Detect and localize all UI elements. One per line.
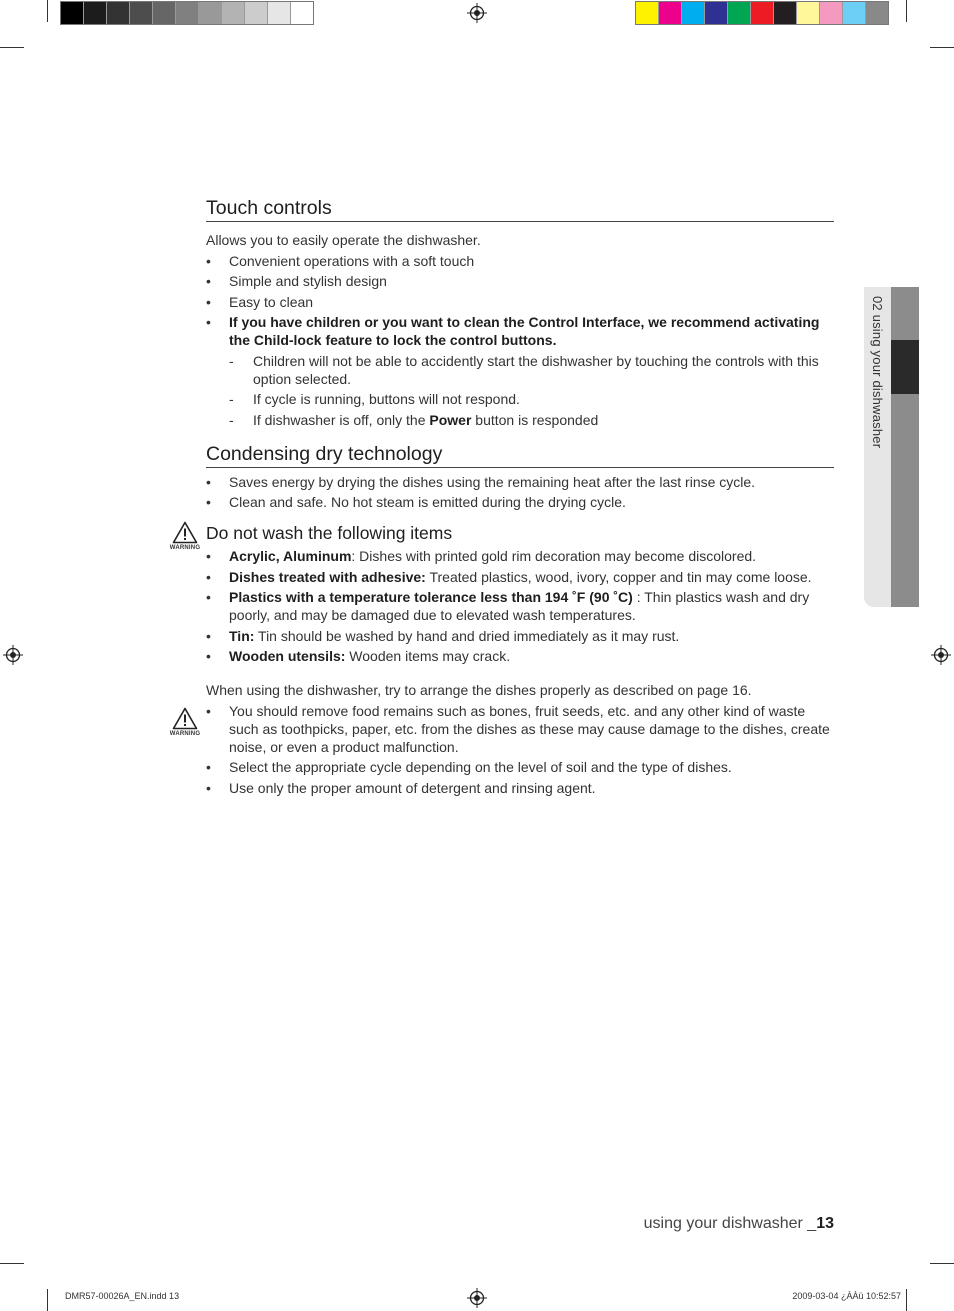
- condensing-bullet-list: [206, 473, 834, 512]
- color-swatch: [84, 2, 107, 24]
- list-item: • Use only the proper amount of detergent and rinsing agent.: [206, 779, 834, 797]
- do-not-wash-title: Do not wash the following items: [206, 523, 453, 543]
- item-name: Wooden utensils:: [229, 648, 346, 664]
- color-swatch: [659, 2, 682, 24]
- registration-mark-icon: [467, 1288, 487, 1308]
- color-swatch: [153, 2, 176, 24]
- item-text: : Dishes with printed gold rim decoration may become discolored.: [351, 548, 757, 564]
- gray-swatch-bar: [60, 1, 314, 25]
- color-swatch: [199, 2, 222, 24]
- list-item: • Convenient operations with a soft touch: [206, 252, 834, 270]
- footer-label: using your dishwasher _: [643, 1215, 817, 1232]
- list-item: • Easy to clean: [206, 293, 834, 311]
- list-item: [206, 588, 834, 624]
- color-swatch: [843, 2, 866, 24]
- touch-dash-list: [229, 352, 834, 429]
- crop-mark: [906, 1289, 907, 1311]
- list-item: [206, 627, 834, 645]
- color-swatch: [130, 2, 153, 24]
- item-name: Tin:: [229, 627, 255, 644]
- list-item: [206, 568, 834, 586]
- touch-intro: Allows you to easily operate the dishwasher.: [206, 232, 481, 248]
- crop-mark: [0, 1263, 24, 1264]
- item-text: Wooden items may crack.: [345, 648, 511, 664]
- arrange-bullet-list: [206, 702, 834, 797]
- page-number: 13: [816, 1215, 834, 1232]
- list-item: • Saves energy by drying the dishes using the remaining heat after the last rinse cycle.: [206, 473, 834, 491]
- item-text: : Thin plastics wash and dry poorly, and may be damaged due to elevated wash temperatures.: [229, 589, 810, 623]
- list-item: - Children will not be able to accidently start the dishwasher by touching the controls with this option selected.: [229, 352, 834, 388]
- section-title-touch-controls: Touch controls: [206, 196, 834, 222]
- list-item: [206, 647, 834, 665]
- item-name: Plastics with a temperature tolerance less than 194 ˚F (90 ˚C): [229, 589, 633, 605]
- list-item: • Select the appropriate cycle depending on the level of soil and the type of dishes.: [206, 758, 834, 776]
- color-swatch: [820, 2, 843, 24]
- do-not-wash-list: [206, 547, 834, 665]
- crop-mark: [0, 47, 24, 48]
- warning-triangle-icon: [172, 707, 198, 730]
- list-item: - If cycle is running, buttons will not respond.: [229, 390, 834, 408]
- page-content: [206, 196, 834, 797]
- touch-bullet-list: [206, 252, 834, 429]
- warning-label: WARNING: [169, 545, 201, 551]
- page-footer: [644, 1215, 834, 1233]
- item-name: Acrylic, Aluminum: [229, 548, 352, 564]
- registration-mark-icon: [467, 3, 487, 23]
- warning-triangle-icon: [172, 521, 198, 544]
- list-item: [229, 411, 834, 429]
- registration-mark-icon: [3, 645, 23, 665]
- chapter-tab-label: 02 using your dishwasher: [870, 296, 885, 449]
- crop-mark: [47, 0, 48, 22]
- color-swatch: [107, 2, 130, 24]
- color-swatch: [291, 2, 313, 24]
- child-lock-recommendation: If you have children or you want to clean the Control Interface, we recommend activating the Child-lock feature to lock the control buttons.: [229, 314, 820, 348]
- list-item: • Clean and safe. No hot steam is emitted during the drying cycle.: [206, 493, 834, 511]
- color-swatch: [682, 2, 705, 24]
- arrange-intro: When using the dishwasher, try to arrange the dishes properly as described on page 16.: [206, 682, 752, 698]
- color-swatch: [751, 2, 774, 24]
- section-title-condensing: Condensing dry technology: [206, 442, 834, 468]
- registration-mark-icon: [931, 645, 951, 665]
- crop-mark: [930, 1263, 954, 1264]
- color-swatch: [176, 2, 199, 24]
- color-swatch: [222, 2, 245, 24]
- color-swatch-bar: [635, 1, 889, 25]
- list-item: [206, 313, 834, 429]
- dash-text: button is responded: [471, 411, 599, 428]
- warning-label: WARNING: [169, 731, 201, 737]
- color-swatch: [728, 2, 751, 24]
- dash-text: If dishwasher is off, only the: [253, 411, 430, 428]
- item-name: Dishes treated with adhesive:: [229, 568, 426, 585]
- warning-badge: [166, 521, 204, 551]
- color-swatch: [61, 2, 84, 24]
- list-item: • Simple and stylish design: [206, 272, 834, 290]
- color-swatch: [797, 2, 820, 24]
- item-text: Treated plastics, wood, ivory, copper and tin may come loose.: [425, 568, 812, 585]
- color-swatch: [636, 2, 659, 24]
- power-label: Power: [429, 411, 472, 428]
- date-slug: 2009-03-04 ¿ÀÀü 10:52:57: [792, 1291, 901, 1301]
- item-text: Tin should be washed by hand and dried immediately as it may rust.: [254, 627, 680, 644]
- warning-badge: [166, 707, 204, 737]
- color-swatch: [245, 2, 268, 24]
- file-slug: DMR57-00026A_EN.indd 13: [65, 1291, 180, 1301]
- crop-mark: [906, 0, 907, 22]
- color-swatch: [268, 2, 291, 24]
- color-swatch: [774, 2, 797, 24]
- list-item: • You should remove food remains such as bones, fruit seeds, etc. and any other kind of waste such as toothpicks, paper, etc. from the dishes as these may cause damage to the dishes, create noise, or even a product malfunction.: [206, 702, 834, 756]
- crop-mark: [47, 1289, 48, 1311]
- color-swatch: [866, 2, 888, 24]
- crop-mark: [930, 47, 954, 48]
- list-item: [206, 547, 834, 565]
- color-swatch: [705, 2, 728, 24]
